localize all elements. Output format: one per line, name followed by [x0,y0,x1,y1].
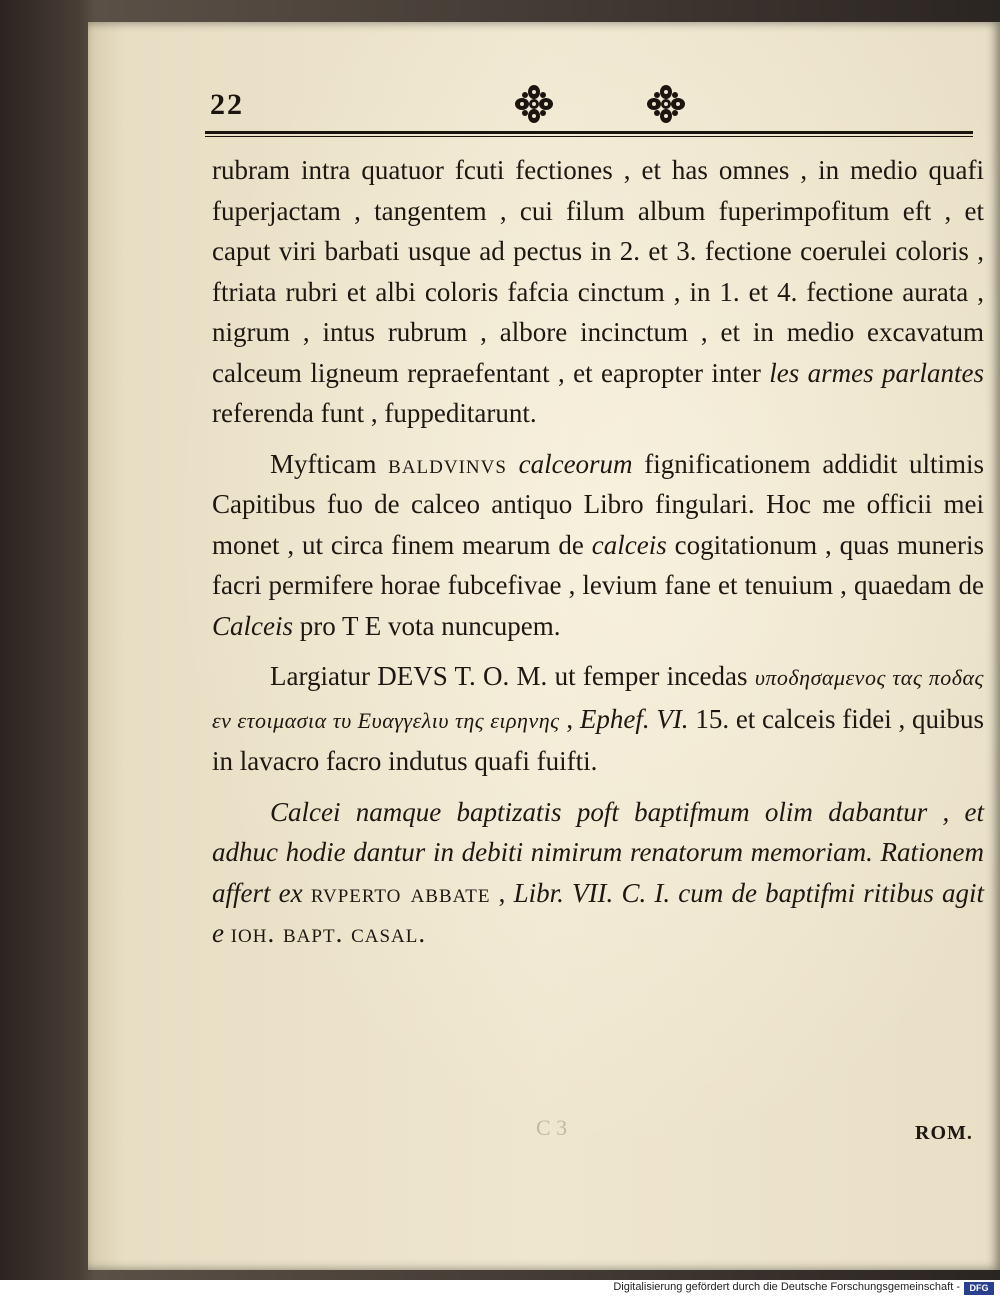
text-run: cogitationum , quas muneris facri permifere horae fubcefivae , levium fane et tenuium , quaedam de [212,529,985,600]
fleuron-icon [514,84,554,124]
text-run: Largiatur DEVS T. O. M. ut femper incedas [270,661,755,691]
page-header [118,78,858,134]
text-run: Calceis [212,610,293,641]
digitization-footer [0,1280,1000,1298]
text-run [507,449,519,479]
text-run: Myfticam [270,448,389,479]
paragraph [212,150,984,434]
text-run: baldvinvs [388,448,507,479]
paragraph [212,656,984,782]
text-run: , [559,703,580,734]
text-run: calceorum [518,448,633,479]
footer-credit: Digitalisierung gefördert durch die Deutsche Forschungsgemeinschaft - [613,1281,960,1293]
text-run: Calcei namque baptizatis poft baptifmum olim dabantur , et adhuc hodie dantur in debiti nimirum renatorum memoriam. Rationem affert ex [212,796,984,908]
text-run: rvperto abbate [310,877,491,908]
fleuron-icon [646,84,686,124]
header-rule [205,131,973,134]
paragraph [212,792,984,954]
text-run: pro T E vota nuncupem. [293,610,561,641]
text-run: 15. et calceis fidei , quibus in lavacro facro indutus quafi fuifti. [212,703,984,776]
text-run: rubram intra quatuor fcuti fectiones , et has omnes , in medio quafi fuperjactam , tangentem , cui filum album fuperimpofitum eft , et caput viri barbati usque ad pectus in 2. et 3. fectione coerulei coloris , ftriata rubri et albi coloris fafcia cinctum , in 1. et 4. fectione aurata , nigrum , intus rubrum , albore incinctum , et in medio excavatum calceum ligneum repraefentant , et eapropter inter [212,155,984,388]
text-run: , [490,877,514,908]
text-run: fignificationem addidit ultimis Capitibus fuo de calceo antiquo Libro fingulari. Hoc me officii mei monet , ut circa finem mearum de [212,448,984,560]
page-number: 22 [210,88,244,121]
text-run: referenda funt , fuppeditarunt. [212,398,537,428]
catchword: ROM. [915,1122,973,1144]
text-run: Libr. VII. C. I. cum de baptifmi ritibus agit e [212,877,985,948]
body-text [212,150,984,954]
text-run: les armes parlantes [769,357,984,388]
dfg-logo: DFG [964,1282,994,1295]
text-run: ioh. bapt. casal. [230,918,427,948]
text-run: Ephef. VI. [579,703,689,734]
text-run [224,918,231,948]
signature-mark: C 3 [536,1115,568,1140]
paragraph [212,444,984,647]
header-rule-thin [205,136,973,137]
text-run: υποδησαμενος τας ποδας εν ετοιμασια τυ Ευαγγελιυ της ειρηνης [212,665,984,733]
text-run: calceis [591,529,667,560]
